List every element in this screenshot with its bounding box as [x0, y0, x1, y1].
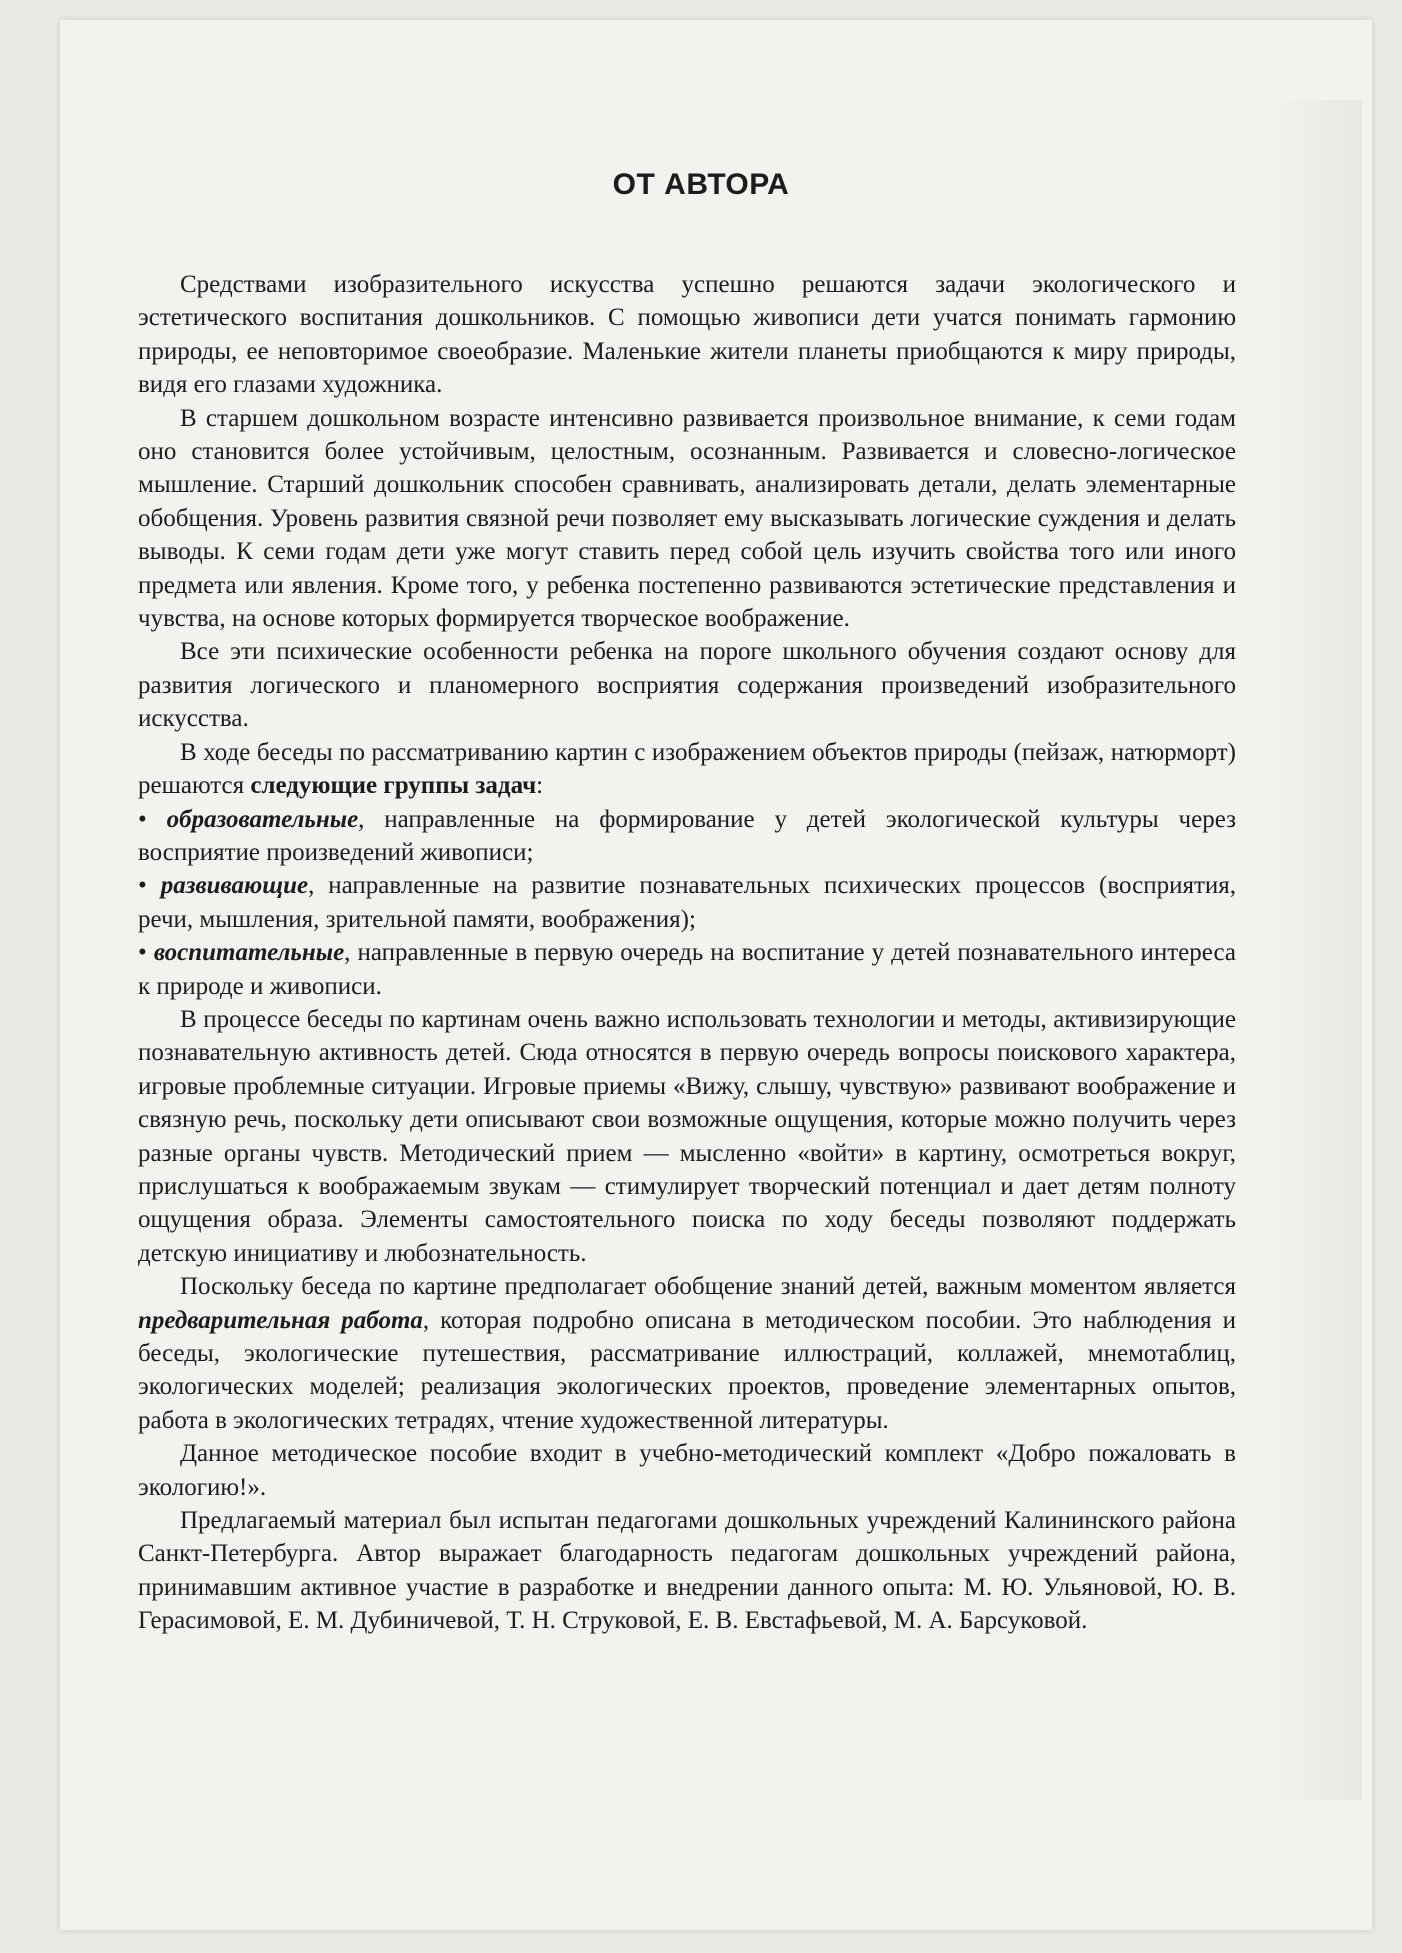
- list-item-term: воспитательные: [153, 939, 345, 967]
- paragraph-2: В старшем дошкольном возрасте интенсивно развивается произвольное внимание, к семи годам оно становится более устойчивым, целостным, осознанным. Развивается и словесно-логическое мышление. Старший дошкольник способен сравнивать, анализировать детали, делать элементарные обобщения. Уровень развития связной речи позволяет ему высказывать логические суждения и делать выводы. К семи годам дети уже могут ставить перед собой цель изучить свойства того или иного предмета или явления. Кроме того, у ребенка постепенно развиваются эстетические представления и чувства, на основе которых формируется творческое воображение.: [138, 404, 1236, 633]
- task-groups-emphasis: следующие группы задач: [250, 772, 537, 800]
- task-list: [138, 803, 1236, 1003]
- paragraph-7: Данное методическое пособие входит в учебно-методический комплект «Добро пожаловать в экологию!».: [138, 1440, 1236, 1501]
- list-item-text: , направленные на формирование у детей экологической культуры через восприятие произведений живописи;: [138, 805, 1236, 866]
- paragraph-6-start: Поскольку беседа по картине предполагает обобщение знаний детей, важным моментом является: [180, 1273, 1236, 1301]
- paragraph-4-start: В ходе беседы по рассматриванию картин с изображением объектов природы (пейзаж, натюрморт) решаются: [138, 738, 1236, 800]
- page-title: ОТ АВТОРА: [612, 168, 790, 201]
- paragraph-3: Все эти психические особенности ребенка на пороге школьного обучения создают основу для развития логического и планомерного восприятия содержания произведений изобразительного искусства.: [138, 638, 1236, 733]
- list-item: [138, 869, 1236, 936]
- list-item: [138, 803, 1236, 870]
- paragraph-1: Средствами изобразительного искусства успешно решаются задачи экологического и эстетического воспитания дошкольников. С помощью живописи дети учатся понимать гармонию природы, ее неповторимое своеобразие. Маленькие жители планеты приобщаются к миру природы, видя его глазами художника.: [138, 271, 1236, 399]
- show-through-shadow: [1272, 100, 1362, 1800]
- bullet-marker: •: [138, 872, 147, 900]
- paragraph-6: [138, 1270, 1236, 1437]
- list-item-text: , направленные на развитие познавательных психических процессов (восприятия, речи, мышления, зрительной памяти, воображения);: [138, 872, 1237, 933]
- list-item-text: , направленные в первую очередь на воспитание у детей познавательного интереса к природе и живописи.: [138, 939, 1236, 1000]
- paragraph-4-end: :: [536, 772, 544, 800]
- body-text: [138, 268, 1236, 1638]
- bullet-marker: •: [138, 805, 147, 833]
- list-item-term: развивающие: [160, 872, 309, 900]
- paragraph-5: В процессе беседы по картинам очень важно использовать технологии и методы, активизирующие познавательную активность детей. Сюда относятся в первую очередь вопросы поискового характера, игровые проблемные ситуации. Игровые приемы «Вижу, слышу, чувствую» развивают воображение и связную речь, поскольку дети описывают свои возможные ощущения, которые можно получить через разные органы чувств. Методический прием — мысленно «войти» в картину, осмотреться вокруг, прислушаться к воображаемым звукам — стимулирует творческий потенциал и дает детям полноту ощущения образа. Элементы самостоятельного поиска по ходу беседы позволяют поддержать детскую инициативу и любознательность.: [138, 1005, 1236, 1267]
- paragraph-4: [138, 736, 1236, 803]
- bullet-marker: •: [138, 939, 147, 967]
- preliminary-work-emphasis: предварительная работа: [138, 1306, 423, 1334]
- list-item: [138, 936, 1236, 1003]
- list-item-term: образовательные: [166, 805, 359, 833]
- paragraph-6-end: , которая подробно описана в методическом пособии. Это наблюдения и беседы, экологические путешествия, рассматривание иллюстраций, коллажей, мнемотаблиц, экологических моделей; реализация экологических проектов, проведение элементарных опытов, работа в экологических тетрадях, чтение художественной литературы.: [138, 1306, 1236, 1434]
- paragraph-8: Предлагаемый материал был испытан педагогами дошкольных учреждений Калининского района Санкт-Петербурга. Автор выражает благодарность педагогам дошкольных учреждений района, принимавшим активное участие в разработке и внедрении данного опыта: М. Ю. Ульяновой, Ю. В. Герасимовой, Е. М. Дубиничевой, Т. Н. Струковой, Е. В. Евстафьевой, М. А. Барсуковой.: [138, 1507, 1236, 1635]
